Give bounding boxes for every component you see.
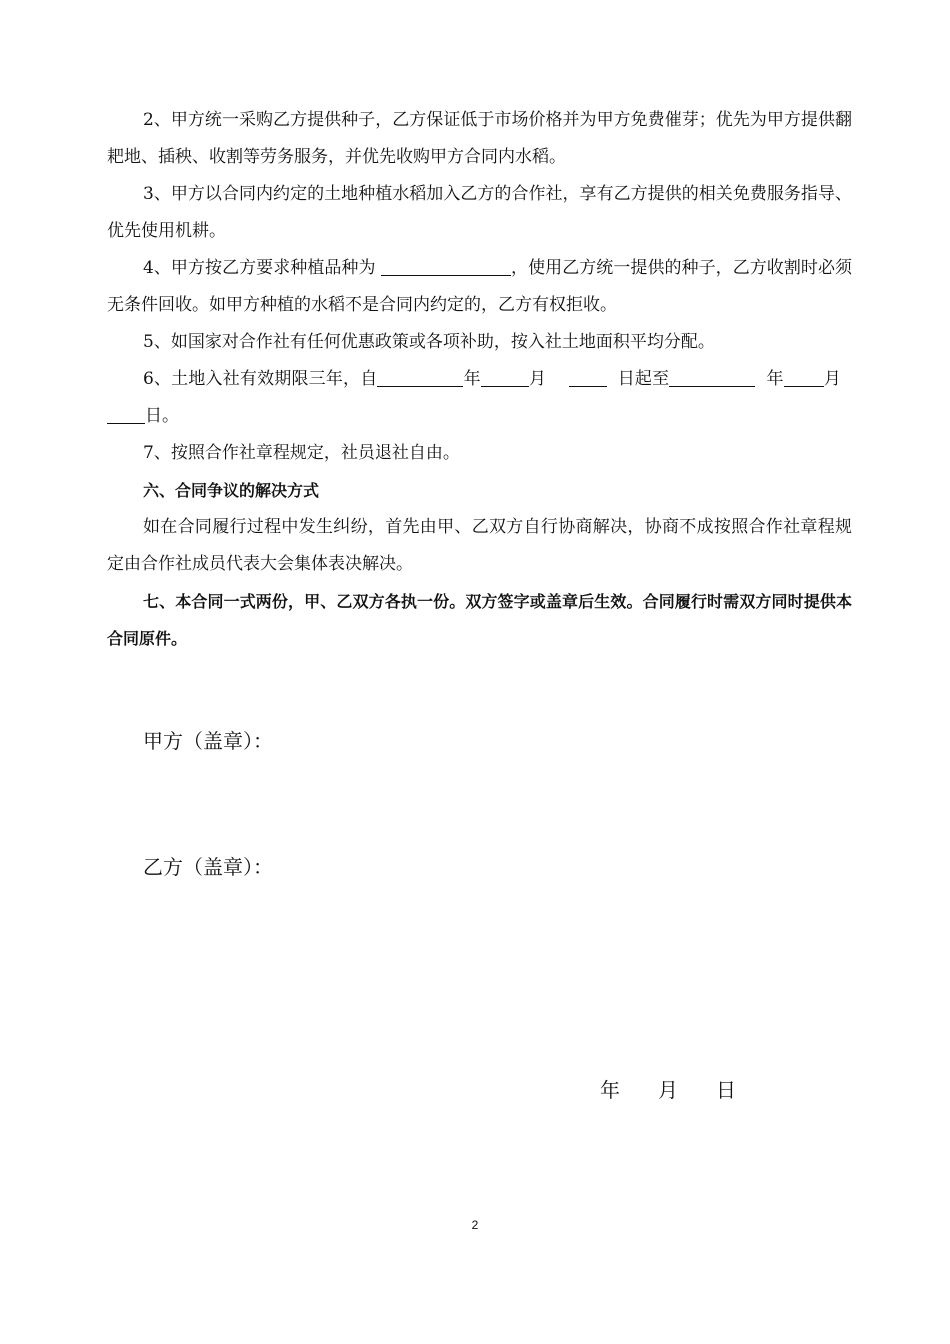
variety-blank[interactable] — [381, 257, 511, 276]
signing-date — [600, 1074, 774, 1103]
start-month-label: 月 — [528, 369, 547, 389]
start-year-label: 年 — [463, 369, 481, 389]
clause-4 — [107, 250, 852, 324]
section-6-heading: 六、合同争议的解决方式 — [143, 481, 320, 500]
end-month-label: 月 — [823, 369, 842, 389]
end-month-blank[interactable] — [784, 368, 824, 387]
start-month-blank[interactable] — [481, 368, 529, 387]
party-a-signature: 甲方（盖章）： — [143, 729, 273, 753]
date-year-label: 年 — [600, 1078, 620, 1102]
clause-6-text: 6、土地入社有效期限三年，自 — [143, 369, 378, 389]
clause-4-text-a: 4、甲方按乙方要求种植品种为 — [143, 258, 376, 278]
date-day-label: 日 — [716, 1078, 736, 1102]
section-6-body: 如在合同履行过程中发生纠纷，首先由甲、乙双方自行协商解决，协商不成按照合作社章程规定由合作社成员代表大会集体表决解决。 — [107, 517, 852, 574]
clause-5: 5、如国家对合作社有任何优惠政策或各项补助，按入社土地面积平均分配。 — [143, 332, 715, 352]
start-year-blank[interactable] — [377, 368, 463, 387]
party-b-signature: 乙方（盖章）： — [143, 855, 273, 879]
end-day-blank[interactable] — [107, 405, 145, 424]
contract-clauses — [107, 102, 852, 657]
date-month-label: 月 — [658, 1078, 678, 1102]
clause-3: 3、甲方以合同内约定的土地种植水稻加入乙方的合作社，享有乙方提供的相关免费服务指导、优先使用机耕。 — [107, 184, 852, 241]
end-year-blank[interactable] — [669, 368, 755, 387]
section-7-body: 七、本合同一式两份，甲、乙双方各执一份。双方签字或盖章后生效。合同履行时需双方同时提供本合同原件。 — [107, 592, 852, 648]
page-number: 2 — [471, 1218, 479, 1232]
start-day-blank[interactable] — [569, 368, 607, 387]
end-year-label: 年 — [766, 369, 784, 389]
clause-6 — [107, 361, 852, 435]
end-day-label: 日。 — [145, 406, 179, 426]
start-day-label: 日起至 — [617, 369, 670, 389]
clause-7: 7、按照合作社章程规定，社员退社自由。 — [143, 443, 460, 463]
clause-4-text-b: ，使用乙方统一提供的种子，乙方收割时必须无条件回收。如甲方种植的水稻不是合同内约定的，乙方有权拒收。 — [107, 258, 853, 315]
clause-2: 2、甲方统一采购乙方提供种子，乙方保证低于市场价格并为甲方免费催芽；优先为甲方提供翻耙地、插秧、收割等劳务服务，并优先收购甲方合同内水稻。 — [107, 110, 852, 167]
